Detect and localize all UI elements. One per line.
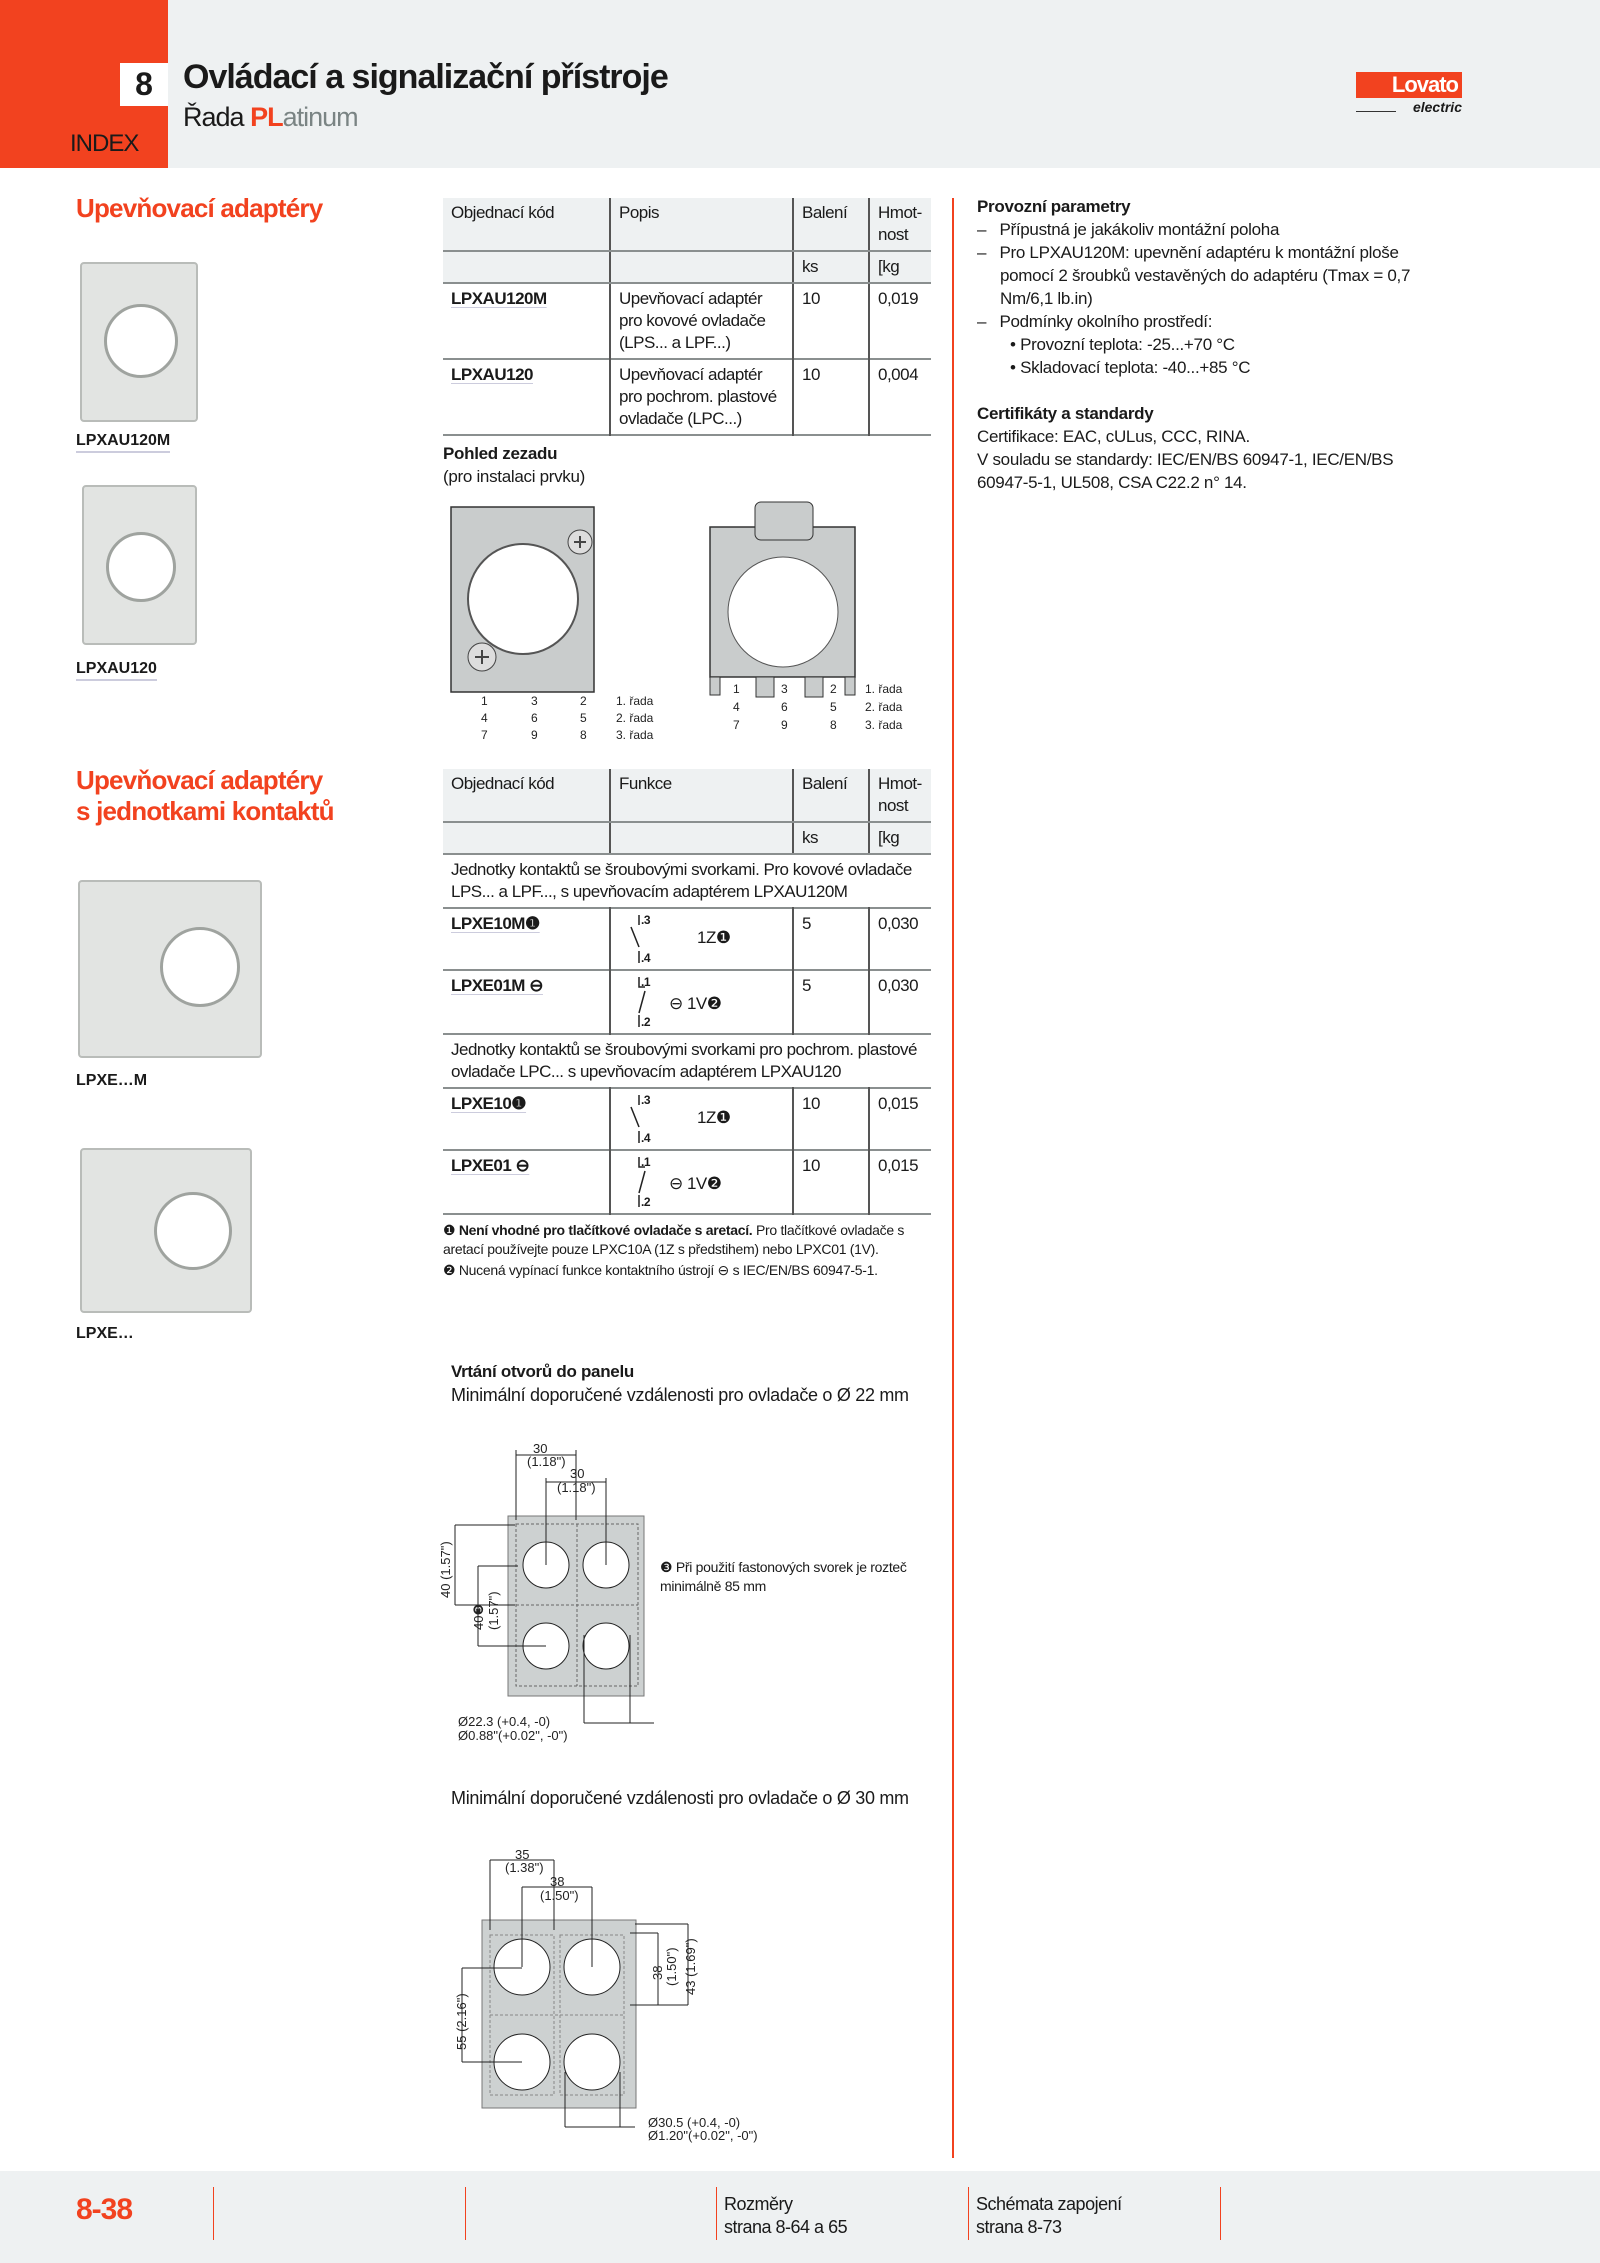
index-link[interactable]: INDEX — [70, 130, 139, 157]
order-code[interactable]: LPXE10❶ — [451, 1094, 527, 1113]
dim-label: 40❸ — [471, 1603, 486, 1630]
dim-label: 43 (1.69") — [683, 1938, 698, 1995]
product-label: LPXE…M — [76, 1072, 148, 1089]
drilling-sub-22: Minimální doporučené vzdálenosti pro ovladače o Ø 22 mm — [451, 1385, 909, 1405]
series-logo-rest: atinum — [282, 102, 358, 132]
order-code[interactable]: LPXAU120 — [451, 365, 533, 384]
order-code[interactable]: LPXE01M ⊖ — [451, 976, 543, 995]
dim-label: 55 (2.16") — [454, 1993, 469, 2050]
param-item: – Pro LPXAU120M: upevnění adaptéru k montážní ploše pomocí 2 šroubků vestavěných do adaptéru (Tmax = 0,7 Nm/6,1 lb.in) — [977, 243, 1411, 308]
terminal-number: 1 — [481, 694, 488, 708]
unit — [443, 251, 610, 283]
pack: 10 — [793, 359, 869, 435]
dimensions-link[interactable] — [724, 2193, 847, 2239]
description: Upevňovací adaptér pro pochrom. plastové ovladače (LPC...) — [610, 359, 793, 435]
function-label: 1Z❶ — [697, 1108, 731, 1127]
terminal-number: 1 — [733, 682, 740, 696]
table-header — [443, 198, 931, 251]
pack: 5 — [793, 970, 869, 1034]
rear-view-drawings — [443, 497, 933, 747]
footnote-marker: ❶ — [443, 1222, 456, 1238]
page-subtitle — [183, 102, 358, 133]
weight: 0,019 — [869, 283, 931, 359]
order-code[interactable]: LPXE10M❶ — [451, 914, 540, 933]
product-label[interactable]: LPXAU120 — [76, 660, 157, 681]
terminal-label: .1 — [641, 975, 651, 989]
footer-separator — [213, 2187, 214, 2240]
terminal-number: 6 — [781, 700, 788, 714]
terminal-number: 3 — [531, 694, 538, 708]
section-title-adapters: Upevňovací adaptéry — [76, 193, 323, 223]
table-row — [443, 359, 931, 435]
dim-label: (1.50") — [664, 1947, 679, 1986]
series-logo-pl: PL — [250, 102, 283, 132]
footer-separator — [1220, 2187, 1221, 2240]
row-label: 2. řada — [865, 700, 903, 714]
dim-label: 35 — [515, 1847, 530, 1862]
param-bullet: • Provozní teplota: -25...+70 °C — [1010, 335, 1235, 354]
link-title[interactable]: Schémata zapojení — [976, 2194, 1122, 2214]
dim-label: (1.38") — [505, 1860, 544, 1875]
weight: 0,030 — [869, 970, 931, 1034]
rear-view-subtitle: (pro instalaci prvku) — [443, 467, 586, 486]
col-header: Hmot-nost — [869, 769, 931, 822]
adapter-rear-view-metal — [451, 507, 594, 692]
chapter-number: 8 — [120, 63, 168, 106]
terminal-number: 4 — [481, 711, 488, 725]
terminal-label: .3 — [641, 913, 651, 927]
terminal-label: .3 — [641, 1093, 651, 1107]
dim-label: Ø1.20"(+0.02", -0") — [648, 2128, 758, 2143]
col-header: Objednací kód — [443, 198, 610, 251]
col-header: Balení — [793, 198, 869, 251]
function-label: ⊖ 1V❷ — [669, 1174, 722, 1193]
table-row — [443, 1088, 931, 1150]
units-row — [443, 251, 931, 283]
drilling-title: Vrtání otvorů do panelu — [451, 1362, 634, 1381]
product-label[interactable]: LPXAU120M — [76, 432, 170, 453]
dim-label: 40 (1.57") — [438, 1541, 453, 1598]
table-row — [443, 283, 931, 359]
terminal-label: .2 — [641, 1195, 651, 1209]
lovato-logo-sub: electric — [1412, 99, 1462, 115]
dim-label: Ø30.5 (+0.4, -0) — [648, 2115, 741, 2130]
footnote-marker: ❷ — [443, 1262, 456, 1278]
units-row — [443, 822, 931, 854]
subtitle-prefix: Řada — [183, 102, 244, 132]
pack: 10 — [793, 1150, 869, 1214]
section-title-contact-units — [76, 765, 334, 827]
terminal-number: 2 — [830, 682, 837, 696]
terminal-number: 9 — [781, 718, 788, 732]
pack: 10 — [793, 1088, 869, 1150]
dim-label: Ø0.88"(+0.02", -0") — [458, 1728, 568, 1743]
row-label: 1. řada — [616, 694, 654, 708]
param-text: Pro LPXAU120M: upevnění adaptéru k montážní ploše pomocí 2 šroubků vestavěných do adaptéru (Tmax = 0,7 Nm/6,1 lb.in) — [999, 243, 1411, 308]
pack: 5 — [793, 908, 869, 970]
row-label: 3. řada — [865, 718, 903, 732]
param-text: Přípustná je jakákoliv montážní poloha — [999, 220, 1280, 239]
description: Upevňovací adaptér pro kovové ovladače (LPS... a LPF...) — [610, 283, 793, 359]
drilling-sub-30: Minimální doporučené vzdálenosti pro ovladače o Ø 30 mm — [451, 1788, 909, 1808]
dim-label: Ø22.3 (+0.4, -0) — [458, 1714, 551, 1729]
function-cell — [610, 1150, 793, 1214]
cert-text: Certifikace: EAC, cULus, CCC, RINA. — [977, 427, 1250, 446]
terminal-label: .4 — [641, 951, 651, 965]
logo-underline — [1356, 111, 1396, 112]
row-label: 2. řada — [616, 711, 654, 725]
contact-units-table — [443, 769, 931, 1215]
dim-label: (1.18") — [557, 1480, 596, 1495]
terminal-number: 5 — [580, 711, 587, 725]
link-title[interactable]: Rozměry — [724, 2194, 793, 2214]
terminal-number: 4 — [733, 700, 740, 714]
order-code[interactable]: LPXAU120M — [451, 289, 547, 308]
drilling-diagram-30mm — [430, 1840, 760, 2150]
col-header: Objednací kód — [443, 769, 610, 822]
product-image-lpxau120m — [80, 262, 198, 422]
dim-label: 30 — [533, 1441, 548, 1456]
row-label: 3. řada — [616, 728, 654, 742]
weight: 0,030 — [869, 908, 931, 970]
table-row — [443, 1150, 931, 1214]
rear-view-title: Pohled zezadu — [443, 444, 558, 463]
product-image-lpxau120 — [82, 485, 197, 645]
dim-label: 30 — [570, 1466, 585, 1481]
unit: [kg — [869, 822, 931, 854]
function-cell — [610, 970, 793, 1034]
dim-label: 38 — [550, 1874, 565, 1889]
function-label: 1Z❶ — [697, 928, 731, 947]
footer-separator — [968, 2187, 969, 2240]
group-description: Jednotky kontaktů se šroubovými svorkami pro pochrom. plastové ovladače LPC... s upevňovacím adaptérem LPXAU120 — [451, 1040, 918, 1081]
terminal-number: 8 — [580, 728, 587, 742]
table-header — [443, 769, 931, 822]
footnote-bold: Není vhodné pro tlačítkové ovladače s aretací. — [458, 1222, 753, 1238]
row-label: 1. řada — [865, 682, 903, 696]
product-label: LPXE… — [76, 1325, 134, 1342]
group-row — [443, 854, 931, 908]
product-image-lpxe-m — [78, 880, 262, 1058]
footer-separator — [465, 2187, 466, 2240]
dim-label: 38 — [650, 1965, 665, 1980]
group-row — [443, 1034, 931, 1088]
group-description: Jednotky kontaktů se šroubovými svorkami. Pro kovové ovladače LPS... a LPF..., s upevňovacím adaptérem LPXAU120M — [451, 860, 912, 901]
footnote-text: Pro tlačítkové ovladače s aretací používejte pouze LPXC10A (1Z s předstihem) nebo LPXC01 (1V). — [443, 1222, 905, 1257]
unit — [443, 822, 610, 854]
footnote-2 — [443, 1261, 933, 1280]
adapters-table — [443, 198, 931, 436]
middle-column — [443, 198, 933, 1280]
param-item: – Přípustná je jakákoliv montážní poloha — [977, 220, 1280, 239]
col-header: Funkce — [610, 769, 793, 822]
dim-label: (1.57") — [486, 1591, 501, 1630]
param-item: – Podmínky okolního prostředí: — [977, 312, 1213, 331]
terminal-number: 6 — [531, 711, 538, 725]
param-bullet: • Skladovací teplota: -40...+85 °C — [1010, 358, 1251, 377]
weight: 0,004 — [869, 359, 931, 435]
unit — [610, 251, 793, 283]
weight: 0,015 — [869, 1150, 931, 1214]
footnote-1 — [443, 1221, 933, 1259]
col-header: Hmot-nost — [869, 198, 931, 251]
terminal-number: 7 — [733, 718, 740, 732]
weight: 0,015 — [869, 1088, 931, 1150]
dim-label: (1.50") — [540, 1888, 579, 1903]
unit: [kg — [869, 251, 931, 283]
function-cell — [610, 908, 793, 970]
wiring-link[interactable] — [976, 2193, 1122, 2239]
terminal-label: .1 — [641, 1155, 651, 1169]
terminal-number: 3 — [781, 682, 788, 696]
page-number: 8-38 — [76, 2193, 133, 2226]
dim-label: (1.18") — [527, 1454, 566, 1469]
lovato-logo: Lovato — [1356, 72, 1462, 98]
unit: ks — [793, 822, 869, 854]
unit — [610, 822, 793, 854]
unit: ks — [793, 251, 869, 283]
param-text: Podmínky okolního prostředí: — [999, 312, 1213, 331]
terminal-label: .2 — [641, 1015, 651, 1029]
function-label: ⊖ 1V❷ — [669, 994, 722, 1013]
terminal-number: 2 — [580, 694, 587, 708]
terminal-label: .4 — [641, 1131, 651, 1145]
terminal-number: 5 — [830, 700, 837, 714]
footer-band — [0, 2171, 1600, 2263]
terminal-number: 8 — [830, 718, 837, 732]
terminal-number: 9 — [531, 728, 538, 742]
operating-parameters — [977, 195, 1457, 494]
standards-text: V souladu se standardy: IEC/EN/BS 60947-1, IEC/EN/BS 60947-5-1, UL508, CSA C22.2 n° 14. — [977, 450, 1394, 492]
adapter-rear-view-plastic — [710, 502, 855, 697]
table-row — [443, 970, 931, 1034]
table-row — [443, 908, 931, 970]
product-image-lpxe — [80, 1148, 252, 1313]
title-line: s jednotkami kontaktů — [76, 796, 334, 826]
title-line: Upevňovací adaptéry — [76, 765, 323, 795]
section-heading: Provozní parametry — [977, 197, 1131, 216]
link-page[interactable]: strana 8-64 a 65 — [724, 2217, 848, 2237]
terminal-number: 7 — [481, 728, 488, 742]
footnote-text: Nucená vypínací funkce kontaktního ústrojí ⊖ s IEC/EN/BS 60947-5-1. — [458, 1262, 878, 1278]
footnote-3: ❸ Při použití fastonových svorek je rozteč minimálně 85 mm — [660, 1559, 907, 1594]
column-divider — [952, 198, 954, 2158]
section-heading: Certifikáty a standardy — [977, 404, 1154, 423]
link-page[interactable]: strana 8-73 — [976, 2217, 1062, 2237]
col-header: Balení — [793, 769, 869, 822]
function-cell — [610, 1088, 793, 1150]
footer-separator — [716, 2187, 717, 2240]
pack: 10 — [793, 283, 869, 359]
order-code[interactable]: LPXE01 ⊖ — [451, 1156, 530, 1175]
col-header: Popis — [610, 198, 793, 251]
page-title: Ovládací a signalizační přístroje — [183, 58, 668, 96]
